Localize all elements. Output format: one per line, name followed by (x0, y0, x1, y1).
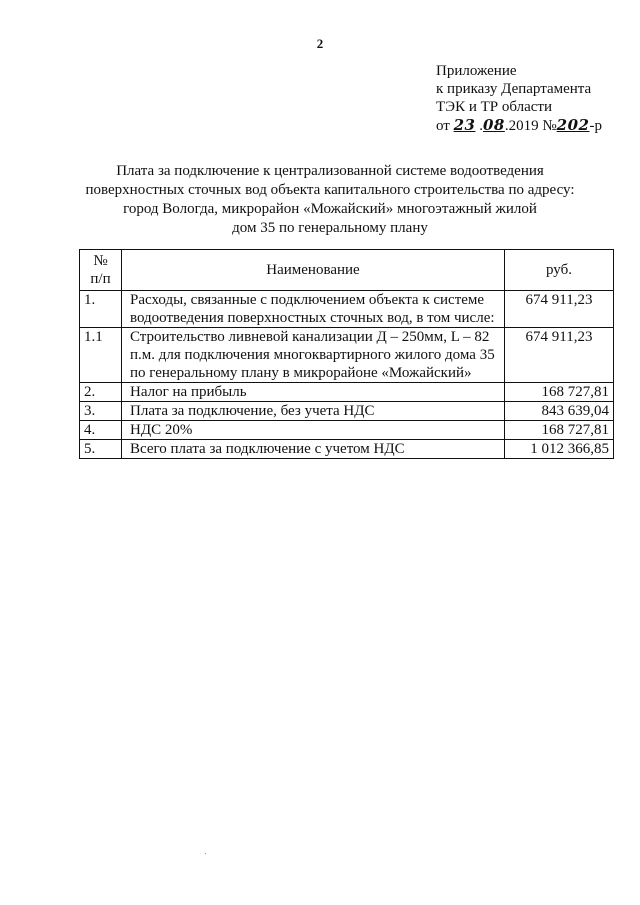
row-number: 4. (80, 421, 122, 440)
header-amount: руб. (505, 250, 614, 291)
appendix-line-1: Приложение (436, 63, 517, 79)
row-name: НДС 20% (122, 421, 505, 440)
table-row (80, 440, 614, 459)
row-amount: 674 911,23 (505, 328, 614, 383)
date-prefix: от (436, 118, 454, 134)
row-name: Налог на прибыль (122, 383, 505, 402)
title-line-4: дом 35 по генеральному плану (232, 220, 428, 236)
title-line-3: город Вологда, микрорайон «Можайский» многоэтажный жилой (123, 201, 537, 217)
title-line-2: поверхностных сточных вод объекта капитального строительства по адресу: (85, 182, 575, 198)
appendix-line-2: к приказу Департамента (436, 81, 592, 97)
page-number: 2 (316, 36, 324, 51)
header-name: Наименование (122, 250, 505, 291)
handwritten-order-number: 202 (556, 116, 590, 134)
header-number-sign: № (93, 253, 108, 269)
appendix-block (436, 62, 602, 135)
table-row (80, 383, 614, 402)
appendix-date-line: от 23 .08.2019 №202-р (436, 116, 602, 134)
row-number: 5. (80, 440, 122, 459)
row-amount: 674 911,23 (505, 291, 614, 328)
row-number: 1. (80, 291, 122, 328)
title-line-1: Плата за подключение к централизованной системе водоотведения (116, 163, 544, 179)
row-number: 3. (80, 402, 122, 421)
row-name: Плата за подключение, без учета НДС (122, 402, 505, 421)
handwritten-day: 23 (453, 116, 476, 134)
table-row (80, 402, 614, 421)
row-name: Строительство ливневой канализации Д – 250мм, L – 82 п.м. для подключения многоквартирного жилого дома 35 по генеральному плану в микрорайоне «Можайский» (122, 328, 505, 383)
row-name: Расходы, связанные с подключением объекта к системе водоотведения поверхностных сточных вод, в том числе: (122, 291, 505, 328)
fee-table (79, 249, 614, 459)
row-number: 1.1 (80, 328, 122, 383)
header-number (80, 250, 122, 291)
row-amount: 168 727,81 (505, 421, 614, 440)
scan-speck (205, 853, 206, 854)
document-title (60, 162, 600, 238)
row-amount: 168 727,81 (505, 383, 614, 402)
order-suffix: -р (589, 118, 602, 134)
table-row (80, 291, 614, 328)
table-row (80, 421, 614, 440)
row-amount: 1 012 366,85 (505, 440, 614, 459)
row-number: 2. (80, 383, 122, 402)
row-name: Всего плата за подключение с учетом НДС (122, 440, 505, 459)
date-year: .2019 № (504, 118, 557, 134)
table-row (80, 328, 614, 383)
appendix-line-3: ТЭК и ТР области (436, 99, 552, 115)
header-number-label: п/п (90, 271, 111, 287)
handwritten-month: 08 (482, 116, 505, 134)
row-amount: 843 639,04 (505, 402, 614, 421)
table-header-row (80, 250, 614, 291)
